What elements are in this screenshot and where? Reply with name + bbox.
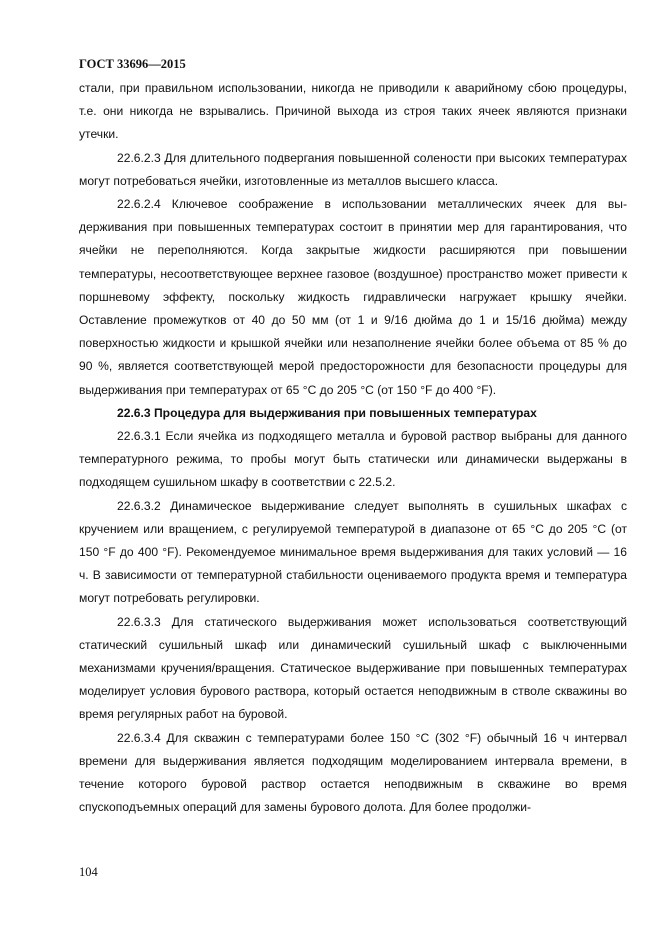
paragraph-22-6-3-1: 22.6.3.1 Если ячейка из подходящего металла и буровой раствор выбраны для данного температурного режима, то пробы могут быть статически или динамически выдержаны в подходящем сушильном шкафу в соответствии с 22.5.2. xyxy=(79,429,627,490)
paragraph-22-6-3-2: 22.6.3.2 Динамическое выдерживание следует выполнять в сушильных шкафах с кручением или вращением, с регулируемой температурой в диапазоне от 65 °С до 205 °С (от 150 °F до 400 °F). Рекомендуемое минимальное время выдерживания для таких условий — 16 ч. В зависимости от температурной стабильности оцениваемого продукта время и температура могут потребовать регулировки. xyxy=(79,498,627,606)
paragraph-22-6-3-4: 22.6.3.4 Для скважин с температурами более 150 °С (302 °F) обычный 16 ч интервал времени для выдерживания является подходящим моделированием интервала времени, в течение которого буровой раствор остается неподвижным в скважине во время спускоподъемных операций для замены бурового долота. Для более продолжи- xyxy=(79,730,627,815)
paragraph-22-6-2-4: 22.6.2.4 Ключевое соображение в использовании металлических ячеек для выдерживания при повышенных температурах состоит в принятии мер для гарантирования, что ячейки не переполняются. Когда закрытые жидкости расширяются при повышении температуры, несоответствующее верхнее газовое (воздушное) пространство может привести к поршневому эффекту, поскольку жидкость гидравлически нагружает крышку ячейки. Оставление промежутков от 40 до 50 мм (от 1 и 9/16 дюйма до 1 и 15/16 дюйма) между поверхностью жидкости и крышкой ячейки или незаполнение ячейки более объема от 85 % до 90 %, является соответствующей мерой предосторожности для безопасности процедуры для выдерживания при температурах от 65 °С до 205 °С (от 150 °F до 400 °F). xyxy=(79,197,627,397)
page-number: 104 xyxy=(79,865,98,879)
paragraph-22-6-2-3: 22.6.2.3 Для длительного подвергания повышенной солености при высоких температурах могут потребоваться ячейки, изготовленные из металлов высшего класса. xyxy=(79,150,627,188)
paragraph-22-6-3-3: 22.6.3.3 Для статического выдерживания может использоваться соответствующий статический сушильный шкаф или динамический сушильный шкаф с выключенными механизмами кручения/вращения. Статическое выдерживание при повышенных температурах моделирует условия бурового раствора, который остается неподвижным в стволе скважины во время регулярных работ на буровой. xyxy=(79,614,627,722)
document-body xyxy=(79,77,627,820)
paragraph-continued: стали, при правильном использовании, никогда не приводили к аварийному сбою процедуры, т.е. они никогда не взрывались. Причиной выхода из строя таких ячеек являются признаки утечки. xyxy=(79,81,627,142)
section-heading-22-6-3: 22.6.3 Процедура для выдерживания при повышенных температурах xyxy=(117,405,537,420)
document-header: ГОСТ 33696—2015 xyxy=(79,57,186,71)
